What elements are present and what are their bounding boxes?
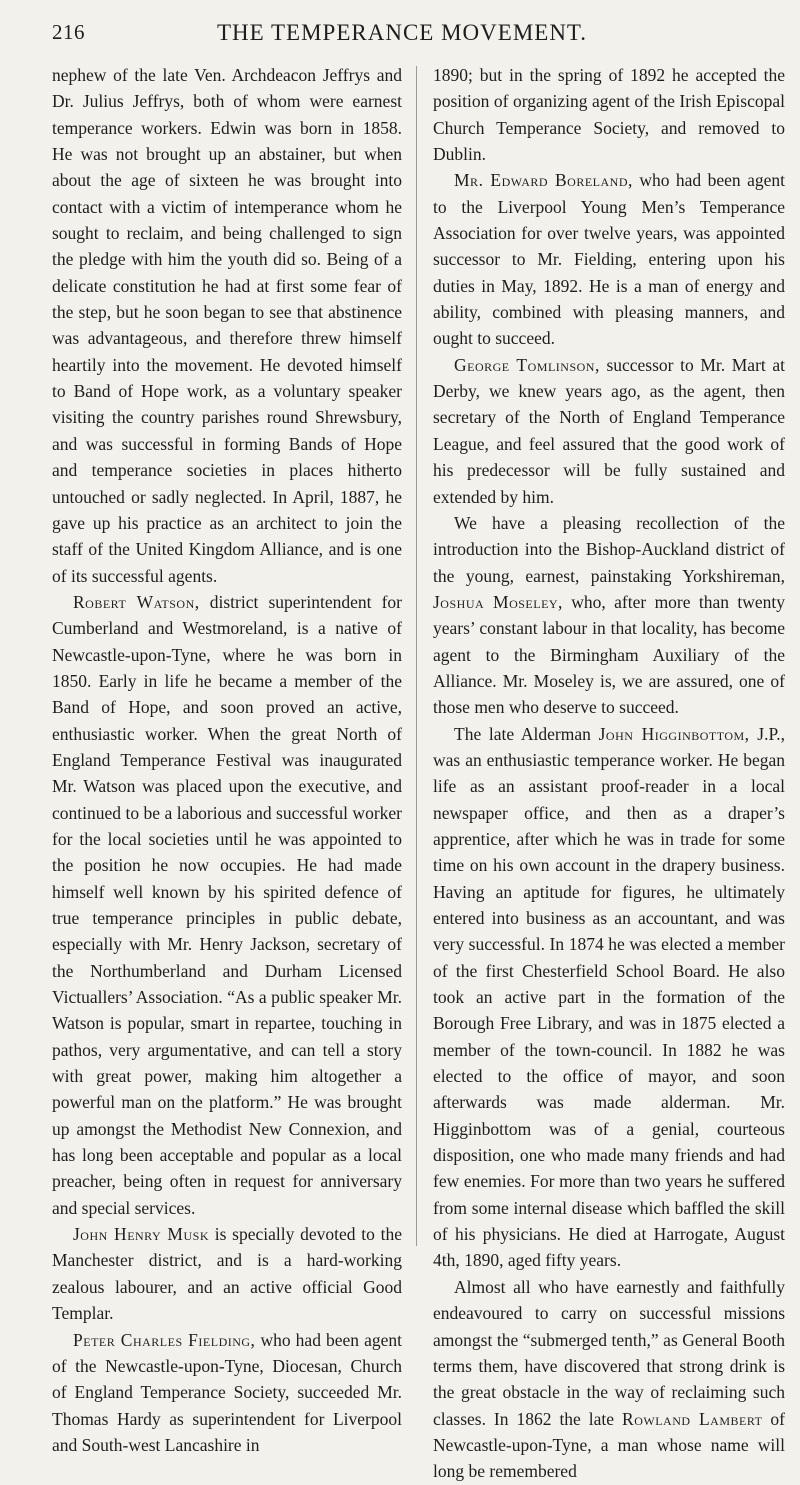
paragraph [433,721,785,1274]
left-column [52,62,402,1458]
running-title: THE TEMPERANCE MOVEMENT. [216,20,588,45]
paragraph: nephew of the late Ven. Archdeacon Jeffrys and Dr. Julius Jeffrys, both of whom were earnest temperance workers. Edwin was born in 1858. He was not brought up an abstainer, but when about the age of sixteen he was brought into contact with a victim of intemperance whom he sought to reclaim, and being challenged to sign the pledge with him the youth did so. Being of a delicate constitution he had at first some fear of the step, but he soon began to see that abstinence was advantageous, and therefore threw himself heartily into the movement. He devoted himself to Band of Hope work, as a voluntary speaker visiting the country parishes round Shrewsbury, and was successful in forming Bands of Hope and temperance societies in places hitherto untouched or sadly neglected. In April, 1887, he gave up his practice as an architect to join the staff of the United Kingdom Alliance, and is one of its successful agents. [52,65,402,586]
person-name: Rowland Lambert [622,1408,763,1429]
person-name: John Henry Musk [73,1224,210,1245]
person-name: Robert Watson, [73,591,200,612]
right-column [433,62,785,1485]
paragraph-text: The late Alderman [454,723,599,744]
person-name: Peter Charles Fielding, [73,1329,256,1350]
paragraph-text: We have a pleasing recollection of the introduction into the Bishop-Auckland district of the young, earnest, painstaking Yorkshireman, [433,512,785,586]
paragraph [433,510,785,721]
page-header [52,20,752,60]
paragraph [433,1274,785,1485]
person-name: Joshua Moseley, [433,591,563,612]
paragraph-text: district superintendent for Cumberland and Westmoreland, is a native of Newcastle-upon-Tyne, where he was born in 1850. Early in life he became a member of the Band of Hope, and soon proved an active, enthusiastic worker. When the great North of England Temperance Festival was inaugurated Mr. Watson was placed upon the executive, and continued to be a laborious and successful worker for the local societies until he was appointed to the position he now occupies. He had made himself well known by his spirited defence of true temperance principles in public debate, especially with Mr. Henry Jackson, secretary of the Northumberland and Durham Licensed Victuallers’ Association. “As a public speaker Mr. Watson is popular, smart in repartee, touching in pathos, very argumentative, and can tell a story with great power, making him altogether a powerful man on the platform.” He was brought up amongst the Methodist New Connexion, and has long been acceptable and popular as a local preacher, being often in request for anniversary and special services. [52,591,402,1218]
paragraph-text: is specially devoted to the Manchester district, and is a hard-working zealous labourer, and an active official Good Templar. [52,1224,402,1324]
paragraph-text: Almost all who have earnestly and faithfully endeavoured to carry on successful missions amongst the “submerged tenth,” as General Booth terms them, have discovered that strong drink is the great obstacle in the way of reclaiming such classes. In 1862 the late [433,1276,785,1429]
paragraph-text: who had been agent to the Liverpool Young Men’s Temperance Association for over twelve years, was appointed successor to Mr. Fielding, entering upon his duties in May, 1892. He is a man of energy and ability, combined with pleasing manners, and ought to succeed. [433,170,785,349]
person-name: John Higginbottom, [598,723,750,744]
paragraph-text: successor to Mr. Mart at Derby, we knew years ago, as the agent, then secretary of the North of England Temperance League, and feel assured that the good work of his predecessor will be fully sustained and extended by him. [433,354,785,507]
paragraph-text: J.P., was an enthusiastic temperance worker. He began life as an assistant proof-reader in a local newspaper office, and then as a draper’s apprentice, after which he was in trade for some time on his own account in the drapery business. Having an aptitude for figures, he ultimately entered into business as an accountant, and was very successful. In 1874 he was elected a member of the first Chesterfield School Board. He also took an active part in the formation of the Borough Free Library, and was in 1875 elected a member of the town-council. In 1882 he was elected to the office of mayor, and soon afterwards was made alderman. Mr. Higginbottom was of a genial, courteous disposition, one who made many friends and had few enemies. For more than two years he suffered from some internal disease which baffled the skill of his physicians. He died at Harrogate, August 4th, 1890, aged fifty years. [433,723,785,1271]
column-divider [416,66,417,1246]
paragraph [52,589,402,1221]
person-name: Mr. Edward Boreland, [454,170,633,191]
person-name: George Tomlinson, [454,354,600,375]
paragraph-text: who had been agent of the Newcastle-upon-Tyne, Diocesan, Church of England Temperance Society, succeeded Mr. Thomas Hardy as superintendent for Liverpool and South-west Lancashire in [52,1329,402,1455]
paragraph [52,1327,402,1459]
paragraph-text: of Newcastle-upon-Tyne, a man whose name will long be remembered [433,1408,786,1482]
paragraph: 1890; but in the spring of 1892 he accepted the position of organizing agent of the Irish Episcopal Church Temperance Society, and removed to Dublin. [433,65,785,165]
paragraph [433,352,785,510]
page-number: 216 [52,20,85,44]
paragraph-text: who, after more than twenty years’ constant labour in that locality, has become agent to the Birmingham Auxiliary of the Alliance. Mr. Moseley is, we are assured, one of those men who deserve to succeed. [433,591,785,718]
paragraph [52,1221,402,1326]
paragraph [433,167,785,351]
